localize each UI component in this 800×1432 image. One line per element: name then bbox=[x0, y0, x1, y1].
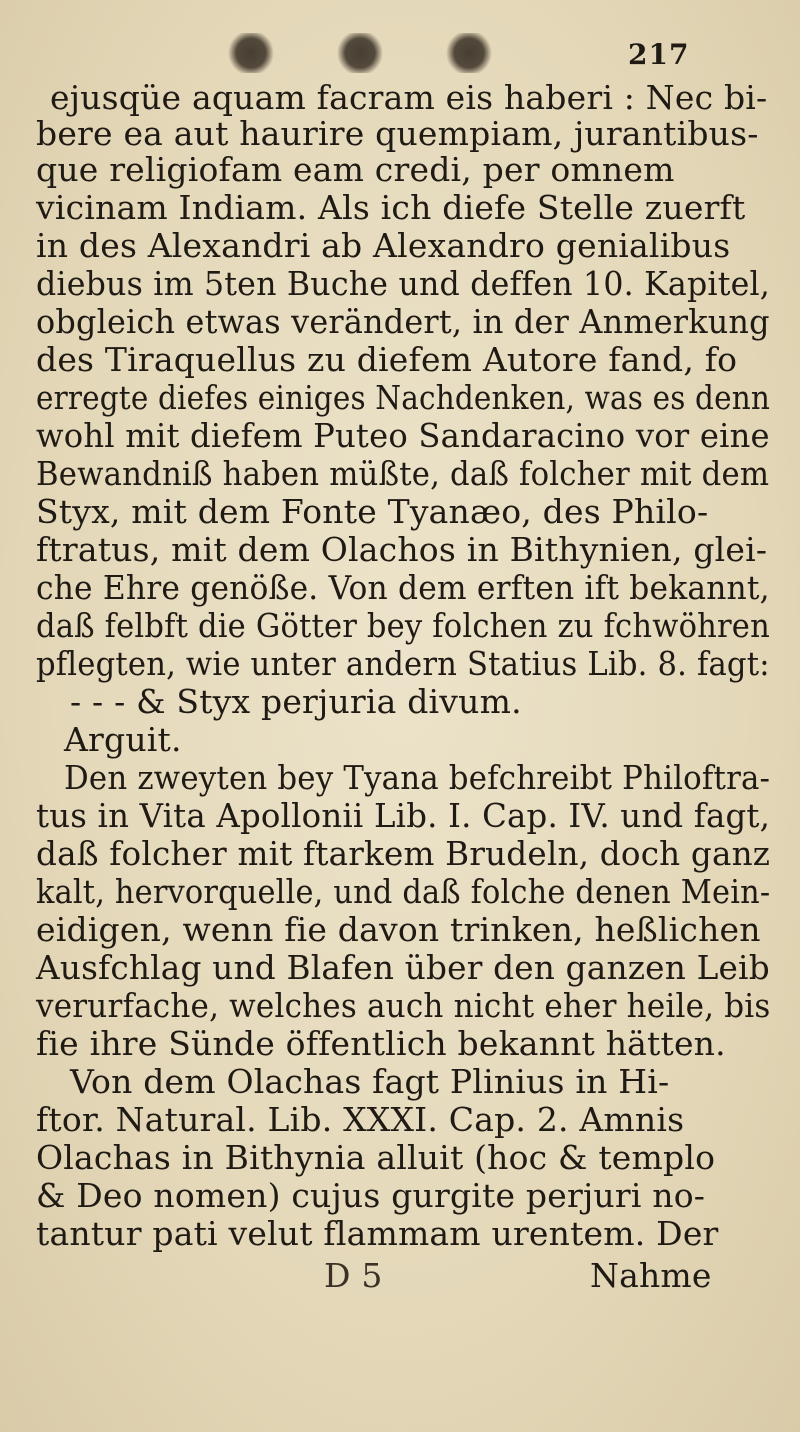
ornament-glyph-3 bbox=[443, 33, 495, 73]
text-line: fie ihre Sünde öffentlich bekannt hätten. bbox=[36, 1024, 726, 1063]
text-line: vicinam Indiam. Als ich diefe Stelle zuerft bbox=[36, 188, 746, 227]
text-line: Den zweyten bey Tyana befchreibt Philoftra- bbox=[64, 758, 771, 797]
text-line: ftratus, mit dem Olachos in Bithynien, glei- bbox=[36, 530, 768, 569]
page-number: 217 bbox=[628, 38, 690, 71]
text-line: tus in Vita Apollonii Lib. I. Cap. IV. und fagt, bbox=[36, 796, 771, 835]
text-line: que religiofam eam credi, per omnem bbox=[36, 150, 675, 189]
ornament-glyph-2 bbox=[334, 33, 386, 73]
text-line: daß folcher mit ftarkem Brudeln, doch ganz bbox=[36, 834, 771, 873]
text-line: Bewandniß haben müßte, daß folcher mit dem bbox=[36, 454, 770, 493]
text-line: Olachas in Bithynia alluit (hoc & templo bbox=[36, 1138, 716, 1177]
text-line: Styx, mit dem Fonte Tyanæo, des Philo- bbox=[36, 492, 709, 531]
text-line: wohl mit diefem Puteo Sandaracino vor eine bbox=[36, 416, 770, 455]
text-line: daß felbft die Götter bey folchen zu fchwöhren bbox=[36, 606, 770, 645]
catchword: Nahme bbox=[590, 1256, 712, 1295]
signature-mark: D 5 bbox=[324, 1256, 383, 1295]
text-line: verurfache, welches auch nicht eher heile, bis bbox=[36, 986, 771, 1025]
text-line: obgleich etwas verändert, in der Anmerkung bbox=[36, 302, 770, 341]
text-line: pflegten, wie unter andern Statius Lib. 8. fagt: bbox=[36, 644, 770, 683]
text-line: & Deo nomen) cujus gurgite perjuri no- bbox=[36, 1176, 706, 1215]
text-line: Ausfchlag und Blafen über den ganzen Leib bbox=[36, 948, 770, 987]
text-line: Arguit. bbox=[64, 720, 182, 759]
text-line: ejusqüe aquam facram eis haberi : Nec bi- bbox=[50, 78, 768, 117]
text-line: kalt, hervorquelle, und daß folche denen Mein- bbox=[36, 872, 771, 911]
text-line: tantur pati velut flammam urentem. Der bbox=[36, 1214, 719, 1253]
text-line: in des Alexandri ab Alexandro genialibus bbox=[36, 226, 731, 265]
text-line: erregte diefes einiges Nachdenken, was es denn bbox=[36, 378, 771, 417]
text-line: eidigen, wenn fie davon trinken, heßlichen bbox=[36, 910, 761, 949]
text-line: bere ea aut haurire quempiam, jurantibus- bbox=[36, 114, 759, 153]
text-line: che Ehre genöße. Von dem erften ift bekannt, bbox=[36, 568, 770, 607]
text-line: des Tiraquellus zu diefem Autore fand, fo bbox=[36, 340, 738, 379]
header-ornament bbox=[225, 30, 495, 76]
ornament-glyph-1 bbox=[225, 33, 277, 73]
text-line: diebus im 5ten Buche und deffen 10. Kapitel, bbox=[36, 264, 771, 303]
text-line: - - - & Styx perjuria divum. bbox=[70, 682, 522, 721]
text-line: Von dem Olachas fagt Plinius in Hi- bbox=[70, 1062, 670, 1101]
text-line: ftor. Natural. Lib. XXXI. Cap. 2. Amnis bbox=[36, 1100, 685, 1139]
